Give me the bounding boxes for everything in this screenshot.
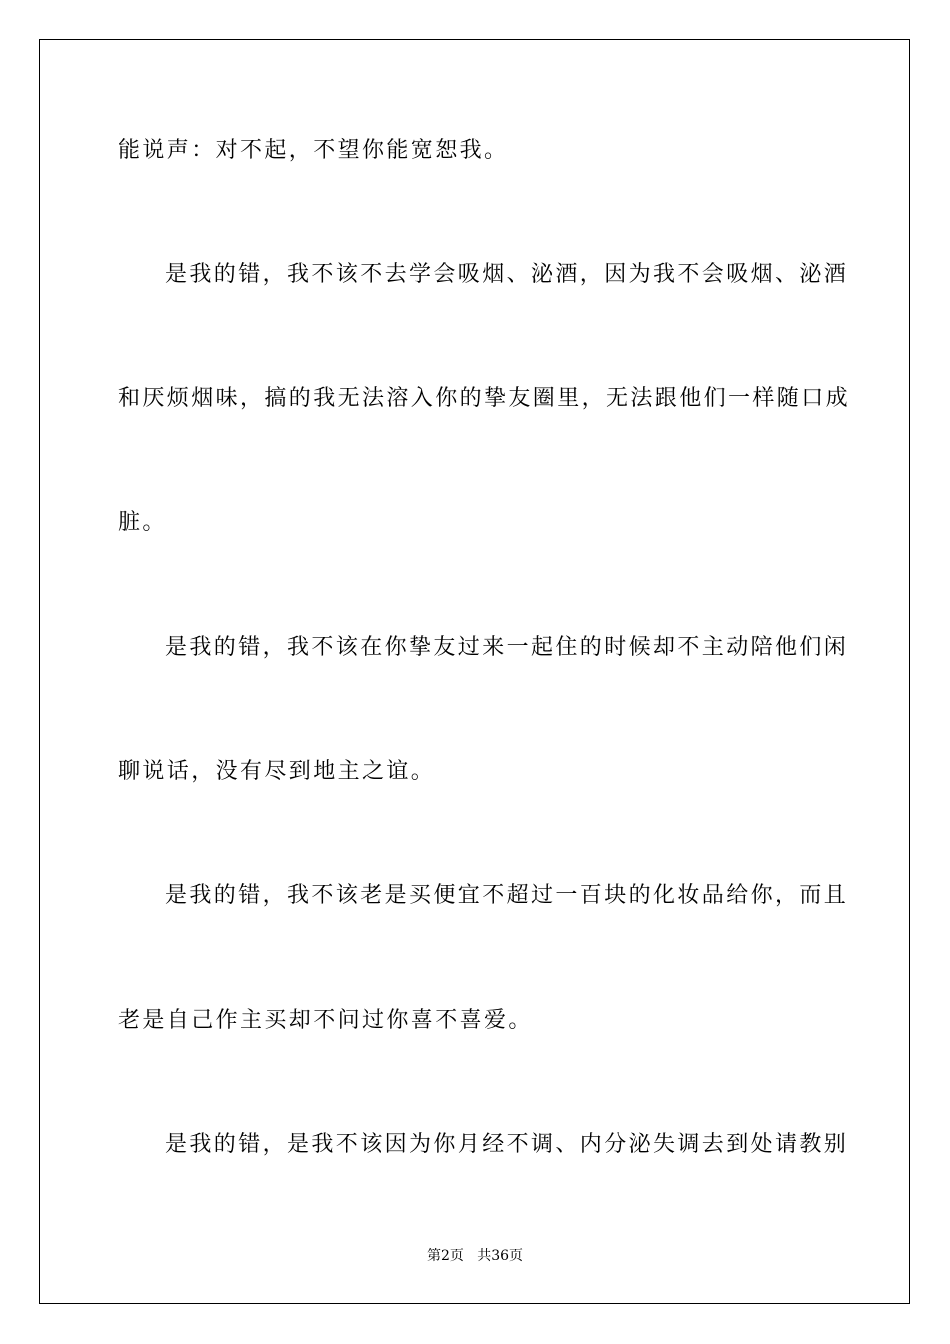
paragraph-line: 是我的错，我不该不去学会吸烟、泌酒，因为我不会吸烟、泌酒 xyxy=(165,262,849,287)
paragraph-line: 是我的错，我不该老是买便宜不超过一百块的化妆品给你，而且 xyxy=(165,883,849,908)
page-number-footer: 第2页 共36页 xyxy=(426,1248,524,1264)
paragraph-line: 老是自己作主买却不问过你喜不喜爱。 xyxy=(118,1008,533,1033)
paragraph-line: 能说声：对不起，不望你能宽恕我。 xyxy=(118,138,509,163)
page-border xyxy=(39,39,910,1304)
paragraph-line: 脏。 xyxy=(118,510,167,535)
paragraph-line: 是我的错，我不该在你挚友过来一起住的时候却不主动陪他们闲 xyxy=(165,635,849,660)
paragraph-line: 和厌烦烟味，搞的我无法溶入你的挚友圈里，无法跟他们一样随口成 xyxy=(118,386,851,411)
paragraph-line: 聊说话，没有尽到地主之谊。 xyxy=(118,759,436,784)
paragraph-line: 是我的错，是我不该因为你月经不调、内分泌失调去到处请教别 xyxy=(165,1132,849,1157)
